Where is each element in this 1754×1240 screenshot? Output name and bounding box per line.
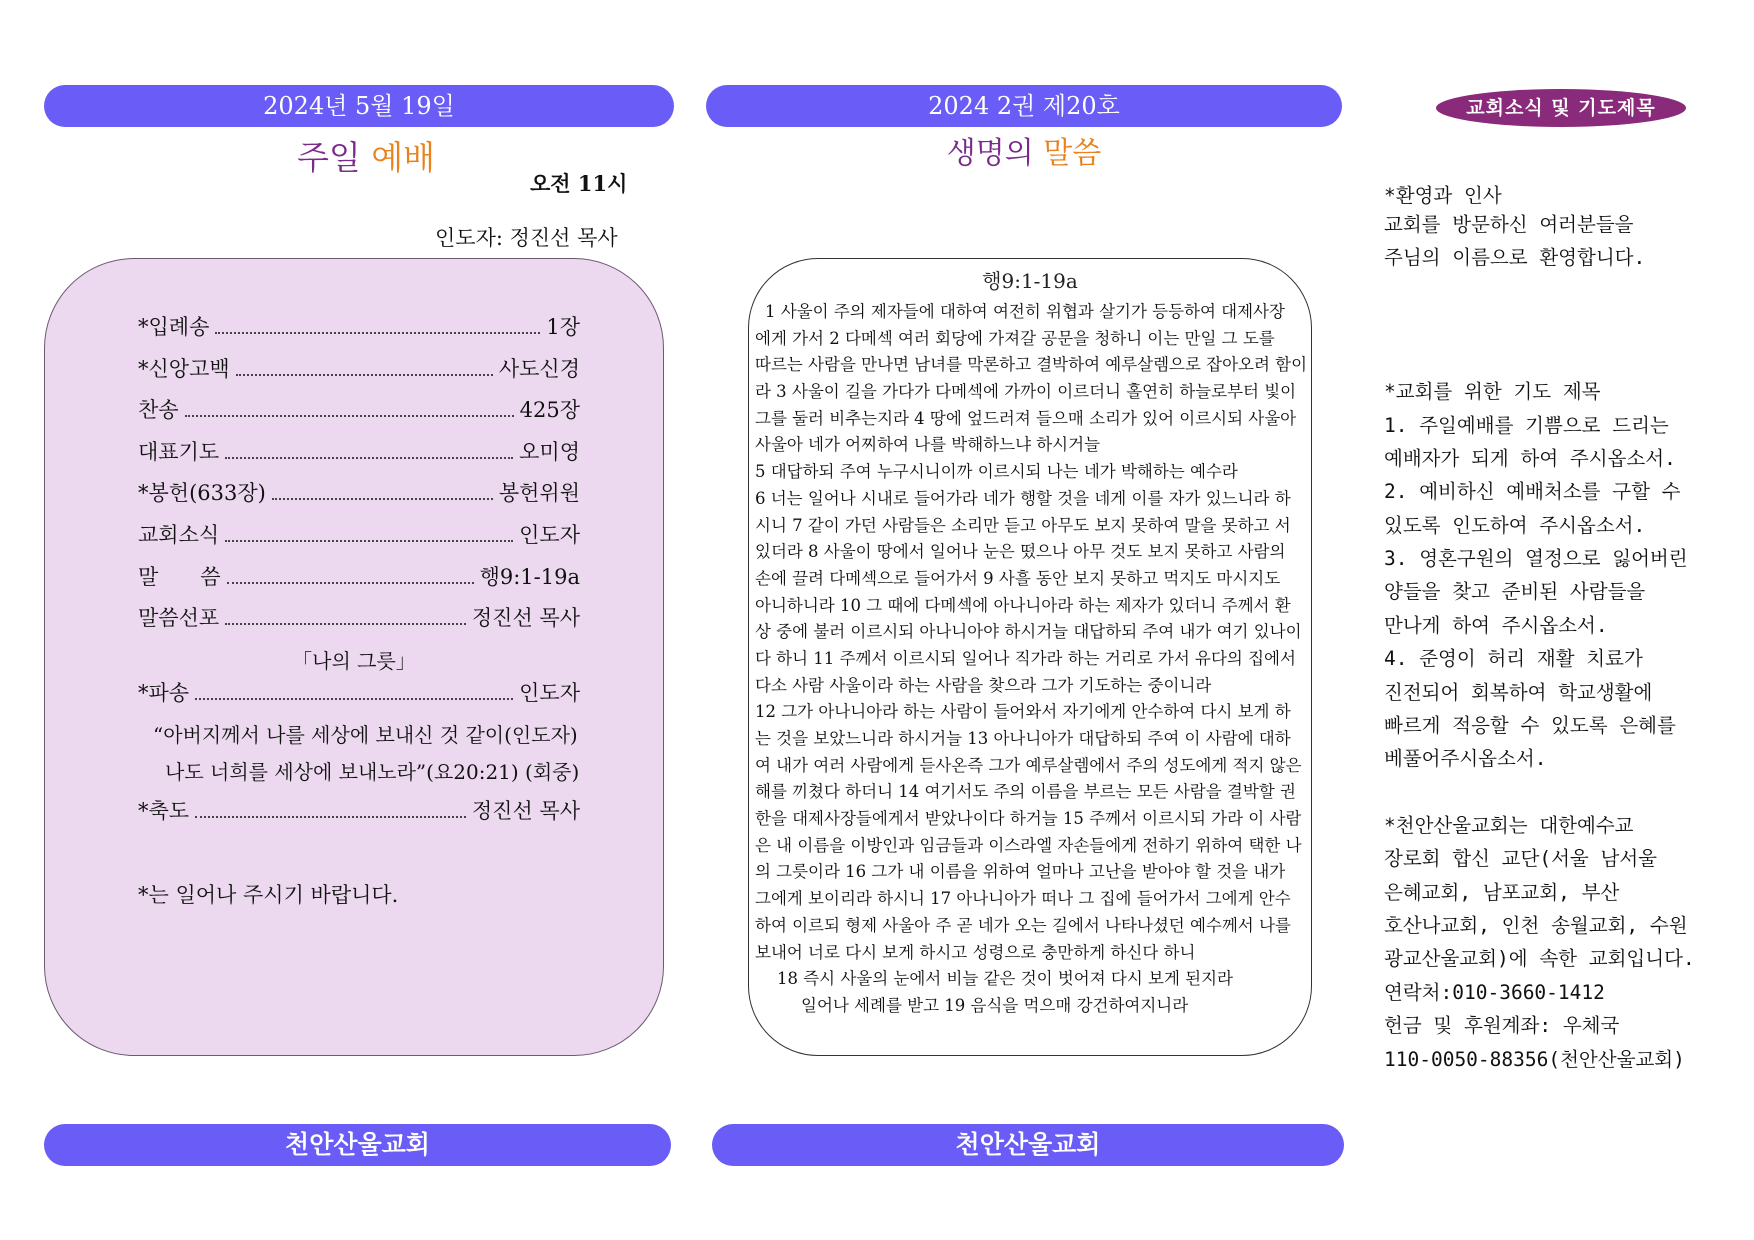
scripture-line: 상 중에 불러 이르시되 아나니아야 하시거늘 대답하되 주여 내가 여기 있나이 [755,622,1302,642]
service-time: 오전 11시 [530,171,628,196]
order-label: *파송 [138,681,190,705]
scripture-line: 의 그릇이라 16 그가 내 이름을 위하여 얼마나 고난을 받아야 할 것을 내가 [755,862,1286,882]
church-news-line: 광교산울교회)에 속한 교회입니다. [1384,947,1695,970]
scripture-text [749,299,1311,1020]
scripture-line: 보내어 너로 다시 보게 하시고 성령으로 충만하게 하신다 하니 [755,942,1196,962]
order-row [138,561,580,591]
scripture-line: 해를 끼쳤다 하더니 14 여기서도 주의 이름을 부르는 모든 사람을 결박할 권 [755,782,1296,802]
scripture-line: 아니하니라 10 그 때에 다메섹에 아나니아라 하는 제자가 있더니 주께서 환 [755,595,1291,615]
scripture-line: 그에게 보이리라 하시니 17 아나니아가 떠나 그 집에 들어가서 그에게 안수 [755,889,1291,909]
scripture-line: 에게 가서 2 다메섹 여러 회당에 가져갈 공문을 청하니 이는 만일 그 도를 [755,328,1275,348]
church-name-footer-left: 천안산울교회 [44,1124,671,1166]
standing-note: *는 일어나 주시기 바랍니다. [138,883,399,907]
scripture-line: 6 너는 일어나 시내로 들어가라 네가 행할 것을 네게 이를 자가 있느니라 하 [755,488,1291,508]
scripture-line: 한을 대제사장들에게서 받았나이다 하거늘 15 주께서 이르시되 가라 이 사람 [755,809,1302,829]
scripture-line: 손에 끌려 다메섹으로 들어가서 9 사흘 동안 보지 못하고 먹지도 마시지도 [755,568,1281,588]
order-label: *축도 [138,799,190,823]
order-label: *봉헌(633장) [138,481,266,505]
church-news-badge: 교회소식 및 기도제목 [1436,89,1686,127]
scripture-line: 그를 둘러 비추는지라 4 땅에 엎드러져 들으매 소리가 있어 이르시되 사울아 [755,408,1297,428]
order-row [138,311,580,341]
dot-leader [225,540,513,542]
church-news-line: 은혜교회, 남포교회, 부산 [1384,881,1620,904]
church-news-line: 연락처:010-3660-1412 [1384,981,1605,1004]
service-title-b: 예배 [371,138,436,177]
scripture-line: 는 것을 보았느니라 하시거늘 13 아나니아가 대답하되 주여 이 사람에 대하 [755,729,1291,748]
order-label: 대표기도 [138,440,220,464]
order-of-worship-panel [44,258,664,1056]
dot-leader [225,623,466,625]
church-news-line: 베풀어주시옵소서. [1384,747,1547,770]
order-value: 425장 [519,398,580,422]
service-title-a: 주일 [296,138,361,177]
order-value: 인도자 [519,681,580,705]
dot-leader [236,374,493,376]
order-value: 사도신경 [498,357,580,381]
church-news-line: 호산나교회, 인천 송월교회, 수원 [1384,914,1688,937]
scripture-line: 여 내가 여러 사람에게 듣사온즉 그가 예루살렘에서 주의 성도에게 적지 않은 [755,755,1302,775]
issue-banner: 2024 2권 제20호 [706,85,1342,127]
church-news-line: 장로회 합신 교단(서울 남서울 [1384,847,1658,870]
order-value: 행9:1-19a [479,565,580,589]
order-value: 정진선 목사 [471,606,580,630]
scripture-line: 시니 7 같이 가던 사람들은 소리만 듣고 아무도 보지 못하여 말을 못하고 서 [755,515,1291,535]
scripture-line: 1 사울이 주의 제자들에 대하여 여전히 위협과 살기가 등등하여 대제사장 [765,302,1285,321]
order-label: 교회소식 [138,523,220,547]
scripture-title-b: 말씀 [1043,136,1102,171]
scripture-line: 사울아 네가 어찌하여 나를 박해하느냐 하시거늘 [755,435,1101,455]
church-news-line: 헌금 및 후원계좌: 우체국 [1384,1014,1620,1037]
church-name-footer-middle: 천안산울교회 [712,1124,1344,1166]
scripture-title [706,128,1342,172]
service-leader: 인도자: 정진선 목사 [435,226,618,250]
church-news-line: 진전되어 회복하여 학교생활에 [1384,681,1653,704]
scripture-panel [748,258,1312,1056]
dot-leader [215,332,540,334]
church-news-line: 110-0050-88356(천안산울교회) [1384,1048,1685,1071]
order-row [138,394,580,424]
sending-text-line-1: “아버지께서 나를 세상에 보내신 것 같이(인도자) [153,723,578,747]
scripture-line: 따르는 사람을 만나면 남녀를 막론하고 결박하여 예루살렘으로 잡아오려 함이 [755,355,1308,375]
order-row [138,477,580,507]
date-banner: 2024년 5월 19일 [44,85,674,127]
church-news-line: *천안산울교회는 대한예수교 [1384,814,1634,837]
order-label: *입례송 [138,315,210,339]
scripture-line: 있더라 8 사울이 땅에서 일어나 눈은 떴으나 아무 것도 보지 못하고 사람의 [755,542,1286,562]
scripture-line: 다 하니 11 주께서 이르시되 일어나 직가라 하는 거리로 가서 유다의 집에서 [755,648,1296,668]
dot-leader [272,498,493,500]
scripture-reference: 행9:1-19a [982,269,1078,293]
scripture-line: 다소 사람 사울이라 하는 사람을 찾으라 그가 기도하는 중이니라 [755,675,1212,695]
order-value: 1장 [546,315,580,339]
church-news-line: 4. 준영이 허리 재활 치료가 [1384,647,1643,670]
dot-leader [225,457,513,459]
scripture-line: 은 내 이름을 이방인과 임금들과 이스라엘 자손들에게 전하기 위하여 택한 나 [755,835,1302,855]
order-value: 정진선 목사 [471,799,580,823]
church-news-line: 양들을 찾고 준비된 사람들을 [1384,580,1646,603]
church-news-line: *환영과 인사 [1384,184,1502,207]
dot-leader [227,582,474,584]
church-news-line: 2. 예비하신 예배처소를 구할 수 [1384,480,1681,503]
order-label: 말씀선포 [138,606,220,630]
order-label: *신앙고백 [138,357,230,381]
order-row-benediction [138,795,580,825]
scripture-title-a: 생명의 [946,136,1034,171]
church-news-line: 교회를 방문하신 여러분들을 [1384,213,1634,236]
order-row [138,353,580,383]
scripture-line: 라 3 사울이 길을 가다가 다메섹에 가까이 이르더니 홀연히 하늘로부터 빛이 [755,382,1297,402]
order-value: 봉헌위원 [498,481,580,505]
scripture-line: 일어나 세례를 받고 19 음식을 먹으매 강건하여지니라 [801,995,1189,1015]
order-row [138,436,580,466]
order-label: 찬송 [138,398,179,422]
dot-leader [195,816,466,818]
sending-text-line-2: 나도 너희를 세상에 보내노라”(요20:21) (회중) [165,760,580,784]
scripture-line: 18 즉시 사울의 눈에서 비늘 같은 것이 벗어져 다시 보게 된지라 [777,969,1233,989]
order-row [138,602,580,632]
dot-leader [195,698,513,700]
church-news-line: 예배자가 되게 하여 주시옵소서. [1384,447,1676,470]
church-news-line: 만나게 하여 주시옵소서. [1384,614,1608,637]
church-news-line: 빠르게 적응할 수 있도록 은혜를 [1384,714,1676,737]
order-value: 오미영 [519,440,580,464]
scripture-line: 5 대답하되 주여 누구시니이까 이르시되 나는 네가 박해하는 예수라 [755,462,1238,482]
church-news-line: *교회를 위한 기도 제목 [1384,380,1601,403]
order-value: 인도자 [519,523,580,547]
dot-leader [185,415,514,417]
church-news-line: 3. 영혼구원의 열정으로 잃어버린 [1384,547,1688,570]
order-row [138,519,580,549]
order-label: 말 씀 [138,565,221,589]
order-row-sending [138,677,580,707]
church-news-line: 주님의 이름으로 환영합니다. [1384,246,1646,269]
scripture-line: 12 그가 아나니아라 하는 사람이 들어와서 자기에게 안수하여 다시 보게 하 [755,702,1291,722]
sermon-title: 「나의 그릇」 [292,649,416,673]
church-news-line: 1. 주일예배를 기쁨으로 드리는 [1384,414,1669,437]
church-news-line: 있도록 인도하여 주시옵소서. [1384,514,1646,537]
scripture-line: 하여 이르되 형제 사울아 주 곧 네가 오는 길에서 나타나셨던 예수께서 나를 [755,915,1291,935]
